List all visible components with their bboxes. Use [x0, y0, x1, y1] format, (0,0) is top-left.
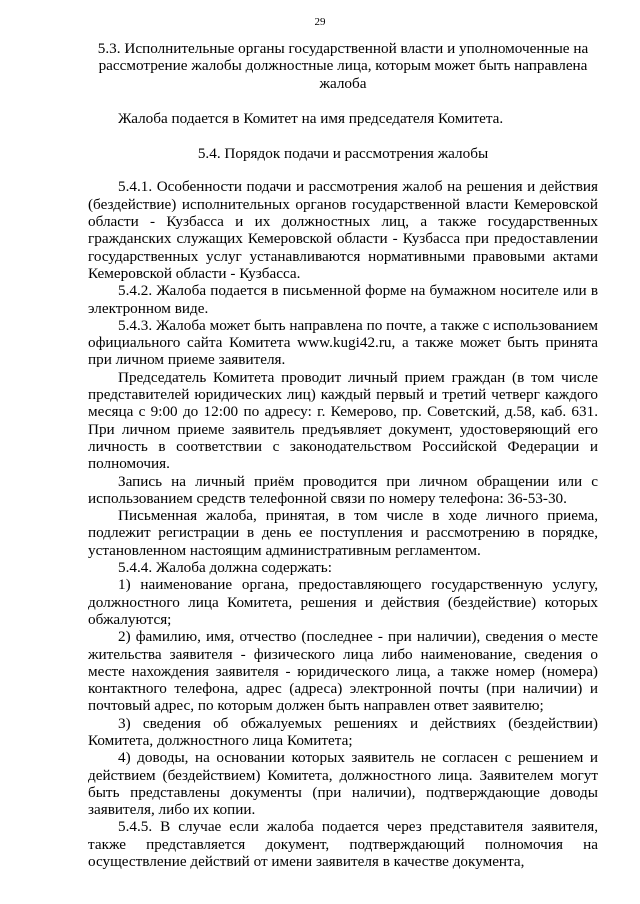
document-body	[88, 40, 598, 870]
paragraph: Письменная жалоба, принятая, в том числе в ходе личного приема, подлежит регистрации в день ее поступления и рассмотрению в порядке, установленном настоящим административным регламентом.	[88, 507, 598, 559]
list-item: 4) доводы, на основании которых заявитель не согласен с решением и действием (бездействием) Комитета, должностного лица. Заявителем могут быть представлены документы (при наличии), подтверждающие доводы заявителя, либо их копии.	[88, 749, 598, 819]
section-5-4-paragraphs	[88, 178, 598, 870]
list-item: 3) сведения об обжалуемых решениях и действиях (бездействии) Комитета, должностного лица Комитета;	[88, 714, 598, 749]
section-heading-5-4: 5.4. Порядок подачи и рассмотрения жалобы	[197, 145, 489, 163]
paragraph-5-3-text: Жалоба подается в Комитет на имя председателя Комитета.	[118, 109, 504, 127]
paragraph: 5.4.2. Жалоба подается в письменной форме на бумажном носителе или в электронном виде.	[88, 282, 598, 317]
page-number: 29	[314, 16, 326, 28]
paragraph: 5.4.3. Жалоба может быть направлена по почте, а также с использованием официального сайта Комитета www.kugi42.ru, а также может быть принята при личном приеме заявителя.	[88, 316, 598, 369]
paragraph: 5.4.1. Особенности подачи и рассмотрения жалоб на решения и действия (бездействие) исполнительных органов государственной власти Кемеровской области - Кузбасса и их должностных лиц, а также государственных гражданских служащих Кемеровской области - Кузбасса при предоставлении государственных услуг устанавливаются нормативными правовыми актами Кемеровской области - Кузбасса.	[88, 178, 598, 282]
paragraph: 5.4.4. Жалоба должна содержать:	[118, 559, 332, 577]
paragraph: 5.4.5. В случае если жалоба подается через представителя заявителя, также представляется документ, подтверждающий полномочия на осуществление действий от имени заявителя в качестве документа,	[88, 818, 598, 871]
list-item: 1) наименование органа, предоставляющего государственную услугу, должностного лица Комитета, решения и действия (бездействие) которых обжалуются;	[88, 576, 598, 628]
paragraph: Запись на личный приём проводится при личном обращении или с использованием средств телефонной связи по номеру телефона: 36-53-30.	[88, 472, 598, 507]
paragraph: Председатель Комитета проводит личный прием граждан (в том числе представителей юридических лиц) каждый первый и третий четверг каждого месяца с 9:00 до 12:00 по адресу: г. Кемерово, пр. Советский, д.58, каб. 631. При личном приеме заявитель предъявляет документ, удостоверяющий его личность в соответствии с законодательством Российской Федерации и полномочия.	[88, 368, 598, 473]
list-item: 2) фамилию, имя, отчество (последнее - при наличии), сведения о месте жительства заявителя - физического лица либо наименование, сведения о месте нахождения заявителя - юридического лица, а также номер (номера) контактного телефона, адрес (адреса) электронной почты (при наличии) и почтовый адрес, по которым должен быть направлен ответ заявителю;	[88, 628, 598, 715]
section-heading-5-3: 5.3. Исполнительные органы государственной власти и уполномоченные на рассмотрение жалобы должностные лица, которым может быть направлена жалоба	[97, 40, 589, 92]
